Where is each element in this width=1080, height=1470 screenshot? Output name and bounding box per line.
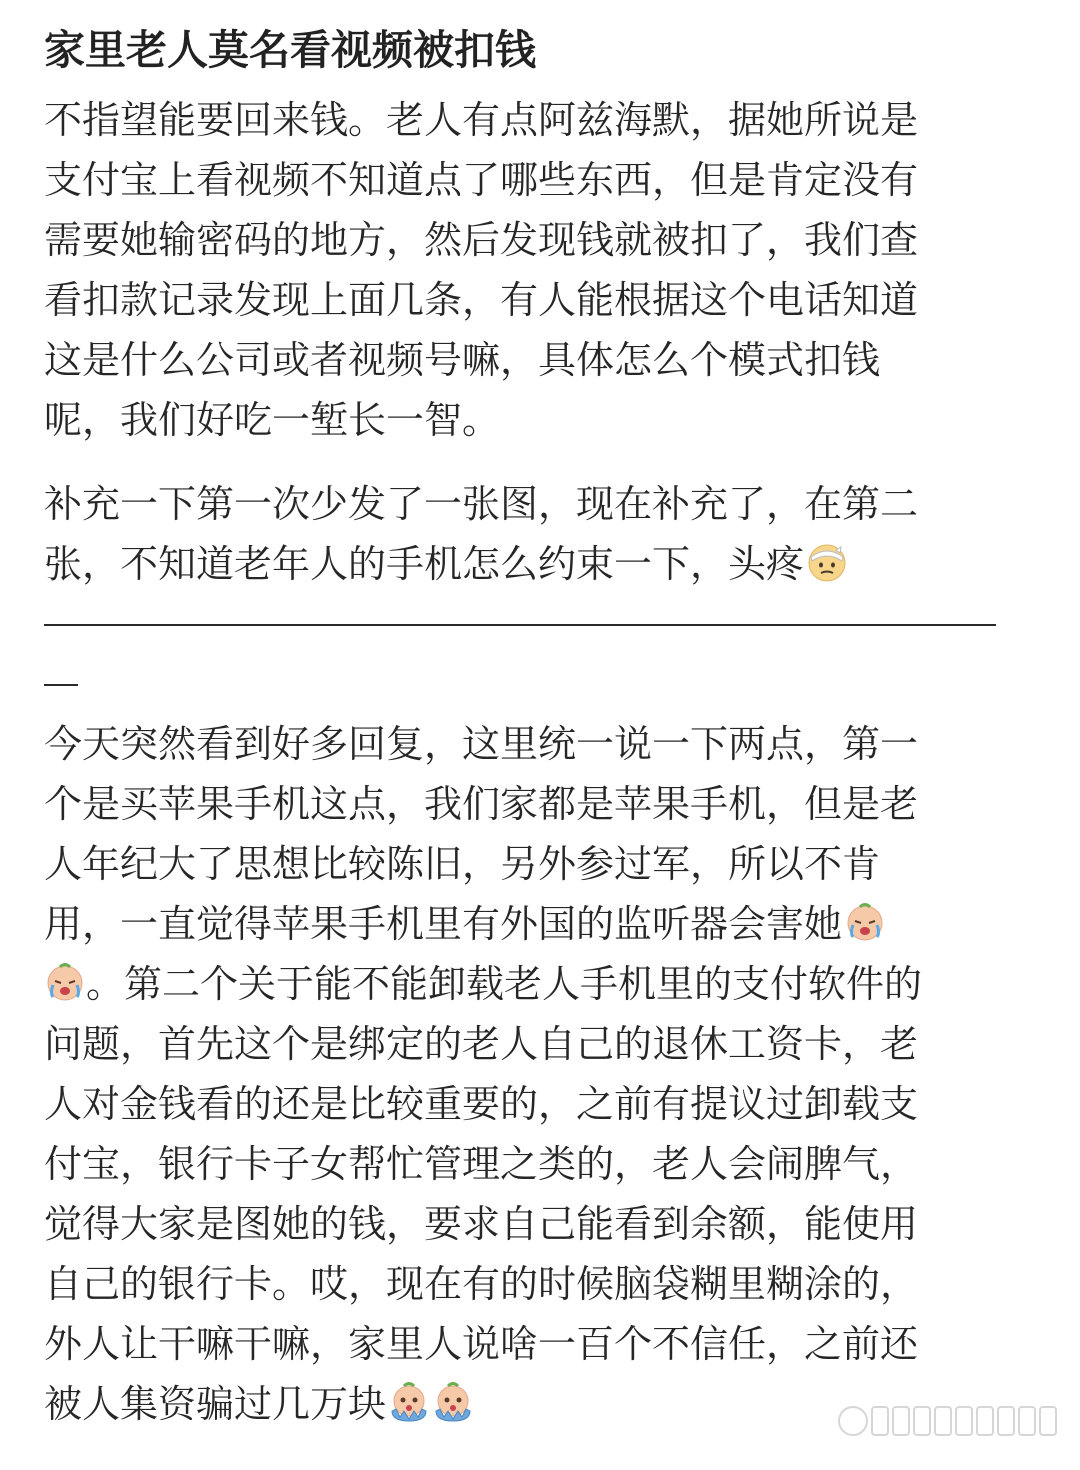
watermark-glyph xyxy=(997,1406,1015,1436)
divider-block xyxy=(44,594,1036,714)
text-line: 今天突然看到好多回复，这里统一说一下两点，第一 xyxy=(44,722,919,766)
text-line xyxy=(44,954,1036,1014)
text-segment: 张，不知道老年人的手机怎么约束一下，头疼 xyxy=(44,542,805,586)
watermark-glyph xyxy=(838,1406,868,1436)
watermark-glyph xyxy=(976,1406,994,1436)
text-line: 需要她输密码的地方，然后发现钱就被扣了，我们查 xyxy=(44,218,919,262)
watermark-glyph xyxy=(934,1406,952,1436)
text-segment: 。第二个关于能不能卸载老人手机里的支付软件的 xyxy=(86,962,923,1006)
crying-face-emoji-icon xyxy=(44,961,86,1003)
text-line: 不指望能要回来钱。老人有点阿兹海默，据她所说是 xyxy=(44,98,919,142)
text-line: 问题，首先这个是绑定的老人自己的退休工资卡，老 xyxy=(44,1022,919,1066)
text-segment: 被人集资骗过几万块 xyxy=(44,1382,387,1426)
text-line: 外人让干嘛干嘛，家里人说啥一百个不信任，之前还 xyxy=(44,1322,919,1366)
text-line: 呢，我们好吃一堑长一智。 xyxy=(44,398,501,442)
text-line xyxy=(44,534,1036,594)
watermark-glyph xyxy=(871,1406,889,1436)
post-title: 家里老人莫名看视频被扣钱 xyxy=(44,26,536,74)
paragraph-2 xyxy=(44,474,1036,594)
watermark-glyph xyxy=(892,1406,910,1436)
text-line xyxy=(44,894,1036,954)
text-line: 支付宝上看视频不知道点了哪些东西，但是肯定没有 xyxy=(44,158,919,202)
text-line: 人年纪大了思想比较陈旧，另外参过军，所以不肯 xyxy=(44,842,881,886)
crying-face-emoji-icon xyxy=(844,901,886,943)
watermark-glyph xyxy=(913,1406,931,1436)
paragraph-1 xyxy=(44,90,1036,450)
divider-line-tail xyxy=(44,684,78,686)
text-line: 这是什么公司或者视频号嘛，具体怎么个模式扣钱 xyxy=(44,338,881,382)
watermark-glyph xyxy=(1018,1406,1036,1436)
paragraph-3 xyxy=(44,714,1036,1434)
text-line: 付宝，银行卡子女帮忙管理之类的，老人会闹脾气， xyxy=(44,1142,919,1186)
scared-face-emoji-icon xyxy=(388,1381,430,1423)
text-line: 看扣款记录发现上面几条，有人能根据这个电话知道 xyxy=(44,278,919,322)
text-segment: 用，一直觉得苹果手机里有外国的监听器会害她 xyxy=(44,902,843,946)
text-line: 自己的银行卡。哎，现在有的时候脑袋糊里糊涂的， xyxy=(44,1262,919,1306)
watermark xyxy=(838,1406,1060,1436)
scared-face-emoji-icon xyxy=(432,1381,474,1423)
text-line: 觉得大家是图她的钱，要求自己能看到余额，能使用 xyxy=(44,1202,919,1246)
head-bandage-emoji-icon xyxy=(806,541,848,583)
watermark-glyph xyxy=(1039,1406,1057,1436)
text-line: 补充一下第一次少发了一张图，现在补充了，在第二 xyxy=(44,482,919,526)
divider-line xyxy=(44,624,996,626)
text-line: 个是买苹果手机这点，我们家都是苹果手机，但是老 xyxy=(44,782,919,826)
watermark-glyph xyxy=(955,1406,973,1436)
text-line: 人对金钱看的还是比较重要的，之前有提议过卸载支 xyxy=(44,1082,919,1126)
